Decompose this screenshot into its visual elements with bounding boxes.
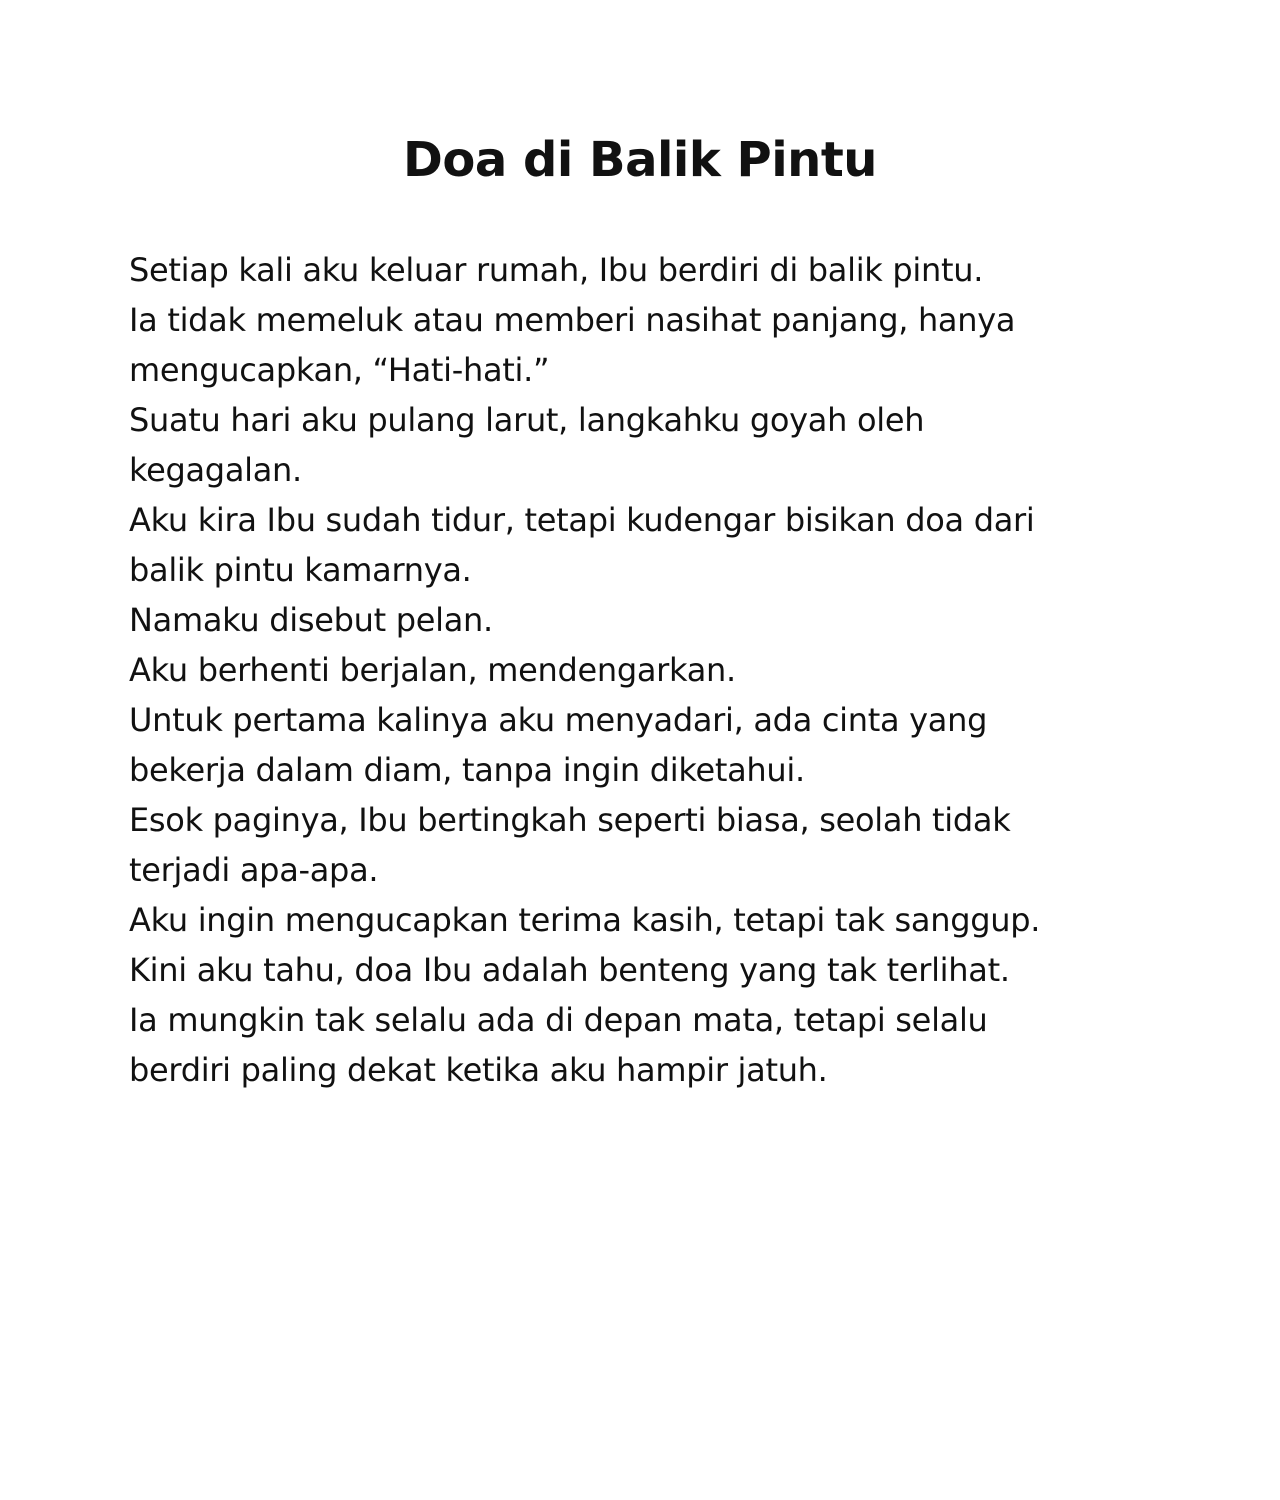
story-line: Setiap kali aku keluar rumah, Ibu berdiri di balik pintu. [129, 251, 984, 289]
story-line: bekerja dalam diam, tanpa ingin diketahui. [129, 751, 805, 789]
story-line: Ia mungkin tak selalu ada di depan mata, tetapi selalu [129, 1001, 988, 1039]
story-line: Aku berhenti berjalan, mendengarkan. [129, 651, 736, 689]
story-line: Aku ingin mengucapkan terima kasih, tetapi tak sanggup. [129, 901, 1041, 939]
story-line: berdiri paling dekat ketika aku hampir jatuh. [129, 1051, 828, 1089]
story-line: kegagalan. [129, 451, 302, 489]
story-line: Suatu hari aku pulang larut, langkahku goyah oleh [129, 401, 925, 439]
story-line: balik pintu kamarnya. [129, 551, 472, 589]
story-line: Ia tidak memeluk atau memberi nasihat panjang, hanya [129, 301, 1016, 339]
story-line: Aku kira Ibu sudah tidur, tetapi kudengar bisikan doa dari [129, 501, 1035, 539]
page-title: Doa di Balik Pintu [403, 132, 877, 188]
story-line: Kini aku tahu, doa Ibu adalah benteng yang tak terlihat. [129, 951, 1010, 989]
story-line: terjadi apa-apa. [129, 851, 379, 889]
story-line: Untuk pertama kalinya aku menyadari, ada cinta yang [129, 701, 988, 739]
story-body [129, 245, 1139, 1095]
story-line: mengucapkan, “Hati-hati.” [129, 351, 550, 389]
story-line: Namaku disebut pelan. [129, 601, 493, 639]
story-line: Esok paginya, Ibu bertingkah seperti biasa, seolah tidak [129, 801, 1011, 839]
